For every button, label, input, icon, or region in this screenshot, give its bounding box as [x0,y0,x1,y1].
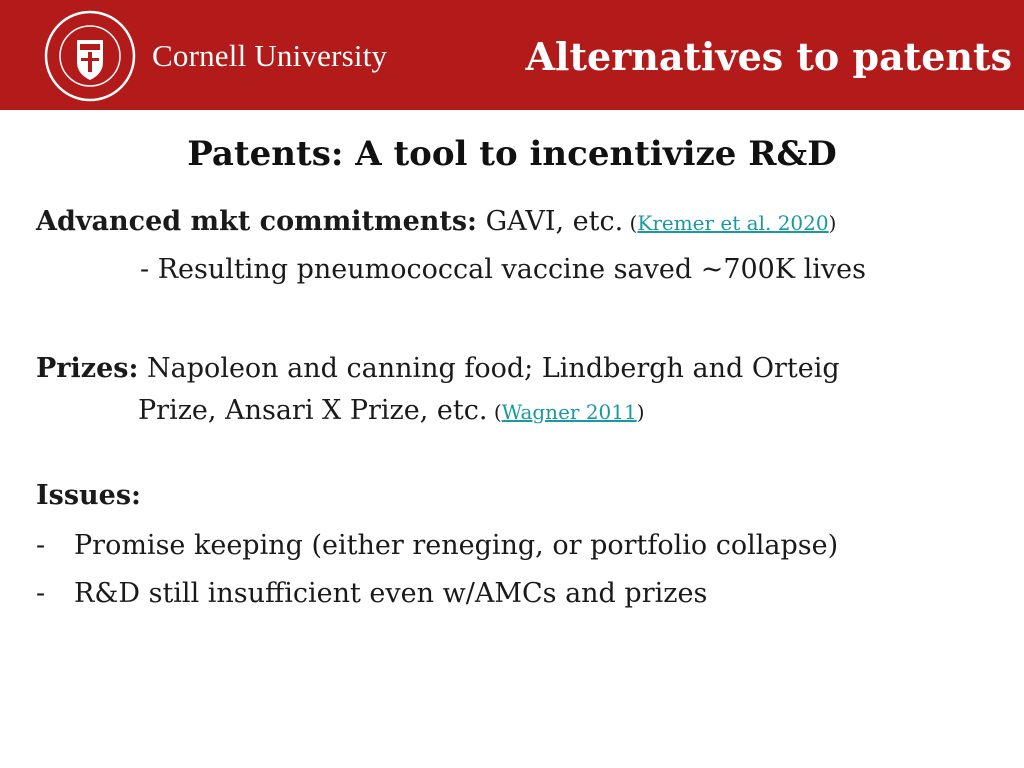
prizes-text-2: Prize, Ansari X Prize, etc. [138,395,488,426]
university-wordmark: Cornell University [152,38,388,73]
amc-citation: (Kremer et al. 2020) [623,211,837,235]
issue-item [36,578,707,609]
amc-label: Advanced mkt commitments: [36,206,478,237]
issue-dash: - [36,578,46,609]
wagner-citation-link[interactable]: Wagner 2011 [501,400,637,424]
amc-detail: - Resulting pneumococcal vaccine saved ~700K lives [140,254,866,285]
issues-label: Issues: [36,480,142,511]
cornell-seal-icon [44,10,136,102]
kremer-citation-link[interactable]: Kremer et al. 2020 [637,211,829,235]
issue-text: Promise keeping (either reneging, or portfolio collapse) [74,530,839,561]
prizes-line [36,353,840,384]
issue-dash: - [36,530,46,561]
amc-text: GAVI, etc. [477,206,624,237]
slide-subtitle: Patents: A tool to incentivize R&D [187,134,837,174]
prizes-citation: (Wagner 2011) [487,400,645,424]
prizes-text: Napoleon and canning food; Lindbergh and Orteig [138,353,840,384]
issue-item [36,530,838,561]
prizes-line-2 [138,395,645,426]
slide-header [0,0,1024,110]
issue-text: R&D still insufficient even w/AMCs and prizes [74,578,708,609]
prizes-label: Prizes: [36,353,139,384]
amc-line [36,206,836,237]
slide-title: Alternatives to patents [525,34,1012,79]
